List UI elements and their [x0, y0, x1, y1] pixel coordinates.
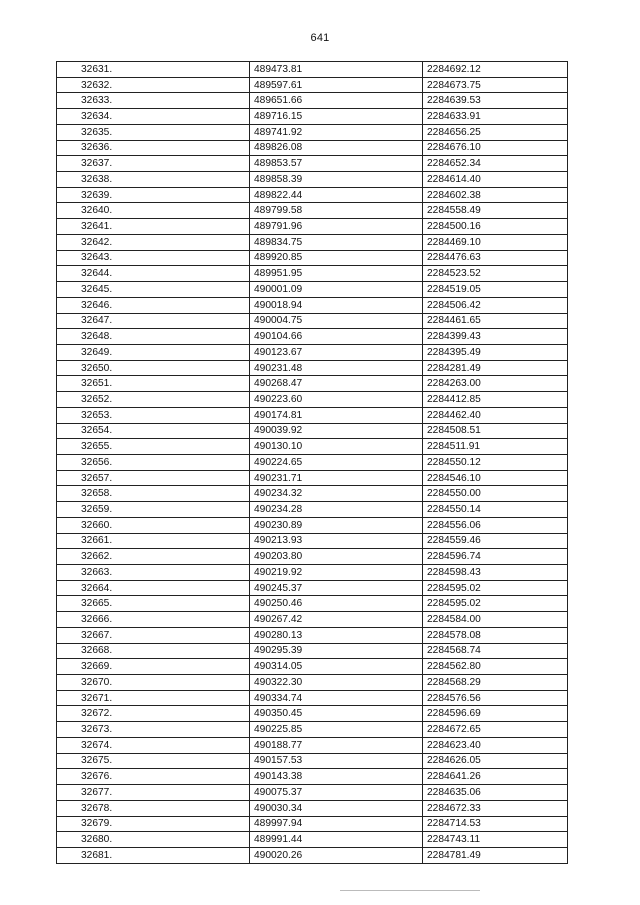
x-coordinate-cell: 489997.94 [250, 816, 423, 832]
y-coordinate-cell: 2284673.75 [423, 77, 568, 93]
x-coordinate-cell: 489741.92 [250, 124, 423, 140]
y-coordinate-cell: 2284556.06 [423, 517, 568, 533]
y-coordinate-cell: 2284469.10 [423, 234, 568, 250]
y-coordinate-cell: 2284558.49 [423, 203, 568, 219]
y-coordinate-cell: 2284641.26 [423, 769, 568, 785]
x-coordinate-cell: 490322.30 [250, 675, 423, 691]
point-number-cell: 32654. [57, 423, 250, 439]
table-row [57, 329, 568, 345]
point-number-cell: 32665. [57, 596, 250, 612]
y-coordinate-cell: 2284595.02 [423, 580, 568, 596]
x-coordinate-cell: 489716.15 [250, 109, 423, 125]
point-number-cell: 32680. [57, 832, 250, 848]
point-number-cell: 32660. [57, 517, 250, 533]
y-coordinate-cell: 2284263.00 [423, 376, 568, 392]
x-coordinate-cell: 490130.10 [250, 439, 423, 455]
point-number-cell: 32652. [57, 392, 250, 408]
table-row [57, 706, 568, 722]
point-number-cell: 32632. [57, 77, 250, 93]
y-coordinate-cell: 2284395.49 [423, 344, 568, 360]
table-row [57, 93, 568, 109]
point-number-cell: 32639. [57, 187, 250, 203]
point-number-cell: 32663. [57, 565, 250, 581]
point-number-cell: 32677. [57, 785, 250, 801]
table-row [57, 297, 568, 313]
point-number-cell: 32633. [57, 93, 250, 109]
table-row [57, 517, 568, 533]
point-number-cell: 32640. [57, 203, 250, 219]
table-row [57, 282, 568, 298]
table-row [57, 596, 568, 612]
x-coordinate-cell: 490267.42 [250, 612, 423, 628]
table-row [57, 565, 568, 581]
y-coordinate-cell: 2284506.42 [423, 297, 568, 313]
y-coordinate-cell: 2284602.38 [423, 187, 568, 203]
table-row [57, 470, 568, 486]
point-number-cell: 32653. [57, 407, 250, 423]
table-row [57, 344, 568, 360]
x-coordinate-cell: 489791.96 [250, 219, 423, 235]
footer-divider [340, 890, 480, 891]
point-number-cell: 32658. [57, 486, 250, 502]
y-coordinate-cell: 2284546.10 [423, 470, 568, 486]
y-coordinate-cell: 2284781.49 [423, 847, 568, 863]
x-coordinate-cell: 489822.44 [250, 187, 423, 203]
table-row [57, 266, 568, 282]
x-coordinate-cell: 490234.28 [250, 502, 423, 518]
x-coordinate-cell: 489951.95 [250, 266, 423, 282]
point-number-cell: 32670. [57, 675, 250, 691]
coordinate-table [56, 61, 568, 864]
page-number: 641 [310, 32, 330, 44]
y-coordinate-cell: 2284568.29 [423, 675, 568, 691]
point-number-cell: 32667. [57, 627, 250, 643]
x-coordinate-cell: 490231.71 [250, 470, 423, 486]
point-number-cell: 32662. [57, 549, 250, 565]
y-coordinate-cell: 2284399.43 [423, 329, 568, 345]
x-coordinate-cell: 490223.60 [250, 392, 423, 408]
y-coordinate-cell: 2284626.05 [423, 753, 568, 769]
point-number-cell: 32647. [57, 313, 250, 329]
point-number-cell: 32675. [57, 753, 250, 769]
point-number-cell: 32656. [57, 454, 250, 470]
y-coordinate-cell: 2284519.05 [423, 282, 568, 298]
x-coordinate-cell: 490203.80 [250, 549, 423, 565]
point-number-cell: 32661. [57, 533, 250, 549]
x-coordinate-cell: 490075.37 [250, 785, 423, 801]
point-number-cell: 32650. [57, 360, 250, 376]
table-row [57, 219, 568, 235]
x-coordinate-cell: 490280.13 [250, 627, 423, 643]
x-coordinate-cell: 490030.34 [250, 800, 423, 816]
y-coordinate-cell: 2284584.00 [423, 612, 568, 628]
point-number-cell: 32679. [57, 816, 250, 832]
x-coordinate-cell: 490213.93 [250, 533, 423, 549]
x-coordinate-cell: 490268.47 [250, 376, 423, 392]
point-number-cell: 32666. [57, 612, 250, 628]
x-coordinate-cell: 489651.66 [250, 93, 423, 109]
table-row [57, 533, 568, 549]
table-row [57, 816, 568, 832]
point-number-cell: 32678. [57, 800, 250, 816]
y-coordinate-cell: 2284476.63 [423, 250, 568, 266]
point-number-cell: 32649. [57, 344, 250, 360]
point-number-cell: 32643. [57, 250, 250, 266]
point-number-cell: 32636. [57, 140, 250, 156]
y-coordinate-cell: 2284550.14 [423, 502, 568, 518]
y-coordinate-cell: 2284614.40 [423, 172, 568, 188]
x-coordinate-cell: 489920.85 [250, 250, 423, 266]
table-row [57, 454, 568, 470]
table-row [57, 675, 568, 691]
x-coordinate-cell: 490123.67 [250, 344, 423, 360]
x-coordinate-cell: 490020.26 [250, 847, 423, 863]
y-coordinate-cell: 2284623.40 [423, 737, 568, 753]
table-row [57, 203, 568, 219]
point-number-cell: 32659. [57, 502, 250, 518]
y-coordinate-cell: 2284508.51 [423, 423, 568, 439]
table-row [57, 549, 568, 565]
x-coordinate-cell: 490004.75 [250, 313, 423, 329]
y-coordinate-cell: 2284461.65 [423, 313, 568, 329]
x-coordinate-cell: 490174.81 [250, 407, 423, 423]
y-coordinate-cell: 2284652.34 [423, 156, 568, 172]
y-coordinate-cell: 2284578.08 [423, 627, 568, 643]
point-number-cell: 32648. [57, 329, 250, 345]
point-number-cell: 32644. [57, 266, 250, 282]
point-number-cell: 32637. [57, 156, 250, 172]
table-row [57, 360, 568, 376]
x-coordinate-cell: 490295.39 [250, 643, 423, 659]
x-coordinate-cell: 490225.85 [250, 722, 423, 738]
table-row [57, 407, 568, 423]
x-coordinate-cell: 490104.66 [250, 329, 423, 345]
table-row [57, 502, 568, 518]
table-row [57, 769, 568, 785]
y-coordinate-cell: 2284635.06 [423, 785, 568, 801]
x-coordinate-cell: 489799.58 [250, 203, 423, 219]
x-coordinate-cell: 490230.89 [250, 517, 423, 533]
table-row [57, 690, 568, 706]
table-row [57, 659, 568, 675]
point-number-cell: 32634. [57, 109, 250, 125]
table-row [57, 140, 568, 156]
x-coordinate-cell: 490250.46 [250, 596, 423, 612]
y-coordinate-cell: 2284598.43 [423, 565, 568, 581]
table-row [57, 627, 568, 643]
table-row [57, 753, 568, 769]
table-row [57, 313, 568, 329]
point-number-cell: 32674. [57, 737, 250, 753]
x-coordinate-cell: 490157.53 [250, 753, 423, 769]
x-coordinate-cell: 489991.44 [250, 832, 423, 848]
y-coordinate-cell: 2284559.46 [423, 533, 568, 549]
x-coordinate-cell: 490188.77 [250, 737, 423, 753]
table-row [57, 847, 568, 863]
x-coordinate-cell: 490314.05 [250, 659, 423, 675]
table-row [57, 109, 568, 125]
table-row [57, 250, 568, 266]
y-coordinate-cell: 2284562.80 [423, 659, 568, 675]
y-coordinate-cell: 2284281.49 [423, 360, 568, 376]
y-coordinate-cell: 2284550.12 [423, 454, 568, 470]
x-coordinate-cell: 490224.65 [250, 454, 423, 470]
x-coordinate-cell: 489826.08 [250, 140, 423, 156]
y-coordinate-cell: 2284568.74 [423, 643, 568, 659]
table-row [57, 156, 568, 172]
x-coordinate-cell: 489858.39 [250, 172, 423, 188]
point-number-cell: 32631. [57, 62, 250, 78]
y-coordinate-cell: 2284743.11 [423, 832, 568, 848]
point-number-cell: 32676. [57, 769, 250, 785]
table-row [57, 392, 568, 408]
x-coordinate-cell: 490219.92 [250, 565, 423, 581]
point-number-cell: 32664. [57, 580, 250, 596]
table-row [57, 172, 568, 188]
x-coordinate-cell: 490245.37 [250, 580, 423, 596]
x-coordinate-cell: 490018.94 [250, 297, 423, 313]
y-coordinate-cell: 2284676.10 [423, 140, 568, 156]
x-coordinate-cell: 490143.38 [250, 769, 423, 785]
y-coordinate-cell: 2284462.40 [423, 407, 568, 423]
x-coordinate-cell: 490234.32 [250, 486, 423, 502]
table-row [57, 580, 568, 596]
table-row [57, 124, 568, 140]
table-row [57, 439, 568, 455]
x-coordinate-cell: 490350.45 [250, 706, 423, 722]
point-number-cell: 32673. [57, 722, 250, 738]
table-row [57, 643, 568, 659]
table-row [57, 62, 568, 78]
x-coordinate-cell: 490231.48 [250, 360, 423, 376]
point-number-cell: 32655. [57, 439, 250, 455]
y-coordinate-cell: 2284596.69 [423, 706, 568, 722]
table-row [57, 722, 568, 738]
point-number-cell: 32635. [57, 124, 250, 140]
y-coordinate-cell: 2284656.25 [423, 124, 568, 140]
y-coordinate-cell: 2284672.33 [423, 800, 568, 816]
point-number-cell: 32642. [57, 234, 250, 250]
x-coordinate-cell: 489834.75 [250, 234, 423, 250]
table-row [57, 612, 568, 628]
y-coordinate-cell: 2284692.12 [423, 62, 568, 78]
y-coordinate-cell: 2284500.16 [423, 219, 568, 235]
y-coordinate-cell: 2284576.56 [423, 690, 568, 706]
table-row [57, 376, 568, 392]
table-row [57, 234, 568, 250]
y-coordinate-cell: 2284412.85 [423, 392, 568, 408]
y-coordinate-cell: 2284550.00 [423, 486, 568, 502]
x-coordinate-cell: 490039.92 [250, 423, 423, 439]
table-row [57, 785, 568, 801]
table-row [57, 737, 568, 753]
point-number-cell: 32645. [57, 282, 250, 298]
y-coordinate-cell: 2284633.91 [423, 109, 568, 125]
y-coordinate-cell: 2284511.91 [423, 439, 568, 455]
point-number-cell: 32668. [57, 643, 250, 659]
table-row [57, 423, 568, 439]
coordinate-table-body [57, 62, 568, 864]
point-number-cell: 32669. [57, 659, 250, 675]
table-row [57, 832, 568, 848]
y-coordinate-cell: 2284523.52 [423, 266, 568, 282]
point-number-cell: 32672. [57, 706, 250, 722]
y-coordinate-cell: 2284596.74 [423, 549, 568, 565]
y-coordinate-cell: 2284639.53 [423, 93, 568, 109]
table-row [57, 800, 568, 816]
x-coordinate-cell: 489597.61 [250, 77, 423, 93]
point-number-cell: 32671. [57, 690, 250, 706]
y-coordinate-cell: 2284714.53 [423, 816, 568, 832]
point-number-cell: 32681. [57, 847, 250, 863]
point-number-cell: 32646. [57, 297, 250, 313]
x-coordinate-cell: 490001.09 [250, 282, 423, 298]
table-row [57, 486, 568, 502]
y-coordinate-cell: 2284595.02 [423, 596, 568, 612]
x-coordinate-cell: 489853.57 [250, 156, 423, 172]
point-number-cell: 32651. [57, 376, 250, 392]
point-number-cell: 32638. [57, 172, 250, 188]
point-number-cell: 32641. [57, 219, 250, 235]
x-coordinate-cell: 490334.74 [250, 690, 423, 706]
point-number-cell: 32657. [57, 470, 250, 486]
y-coordinate-cell: 2284672.65 [423, 722, 568, 738]
table-row [57, 77, 568, 93]
x-coordinate-cell: 489473.81 [250, 62, 423, 78]
table-row [57, 187, 568, 203]
